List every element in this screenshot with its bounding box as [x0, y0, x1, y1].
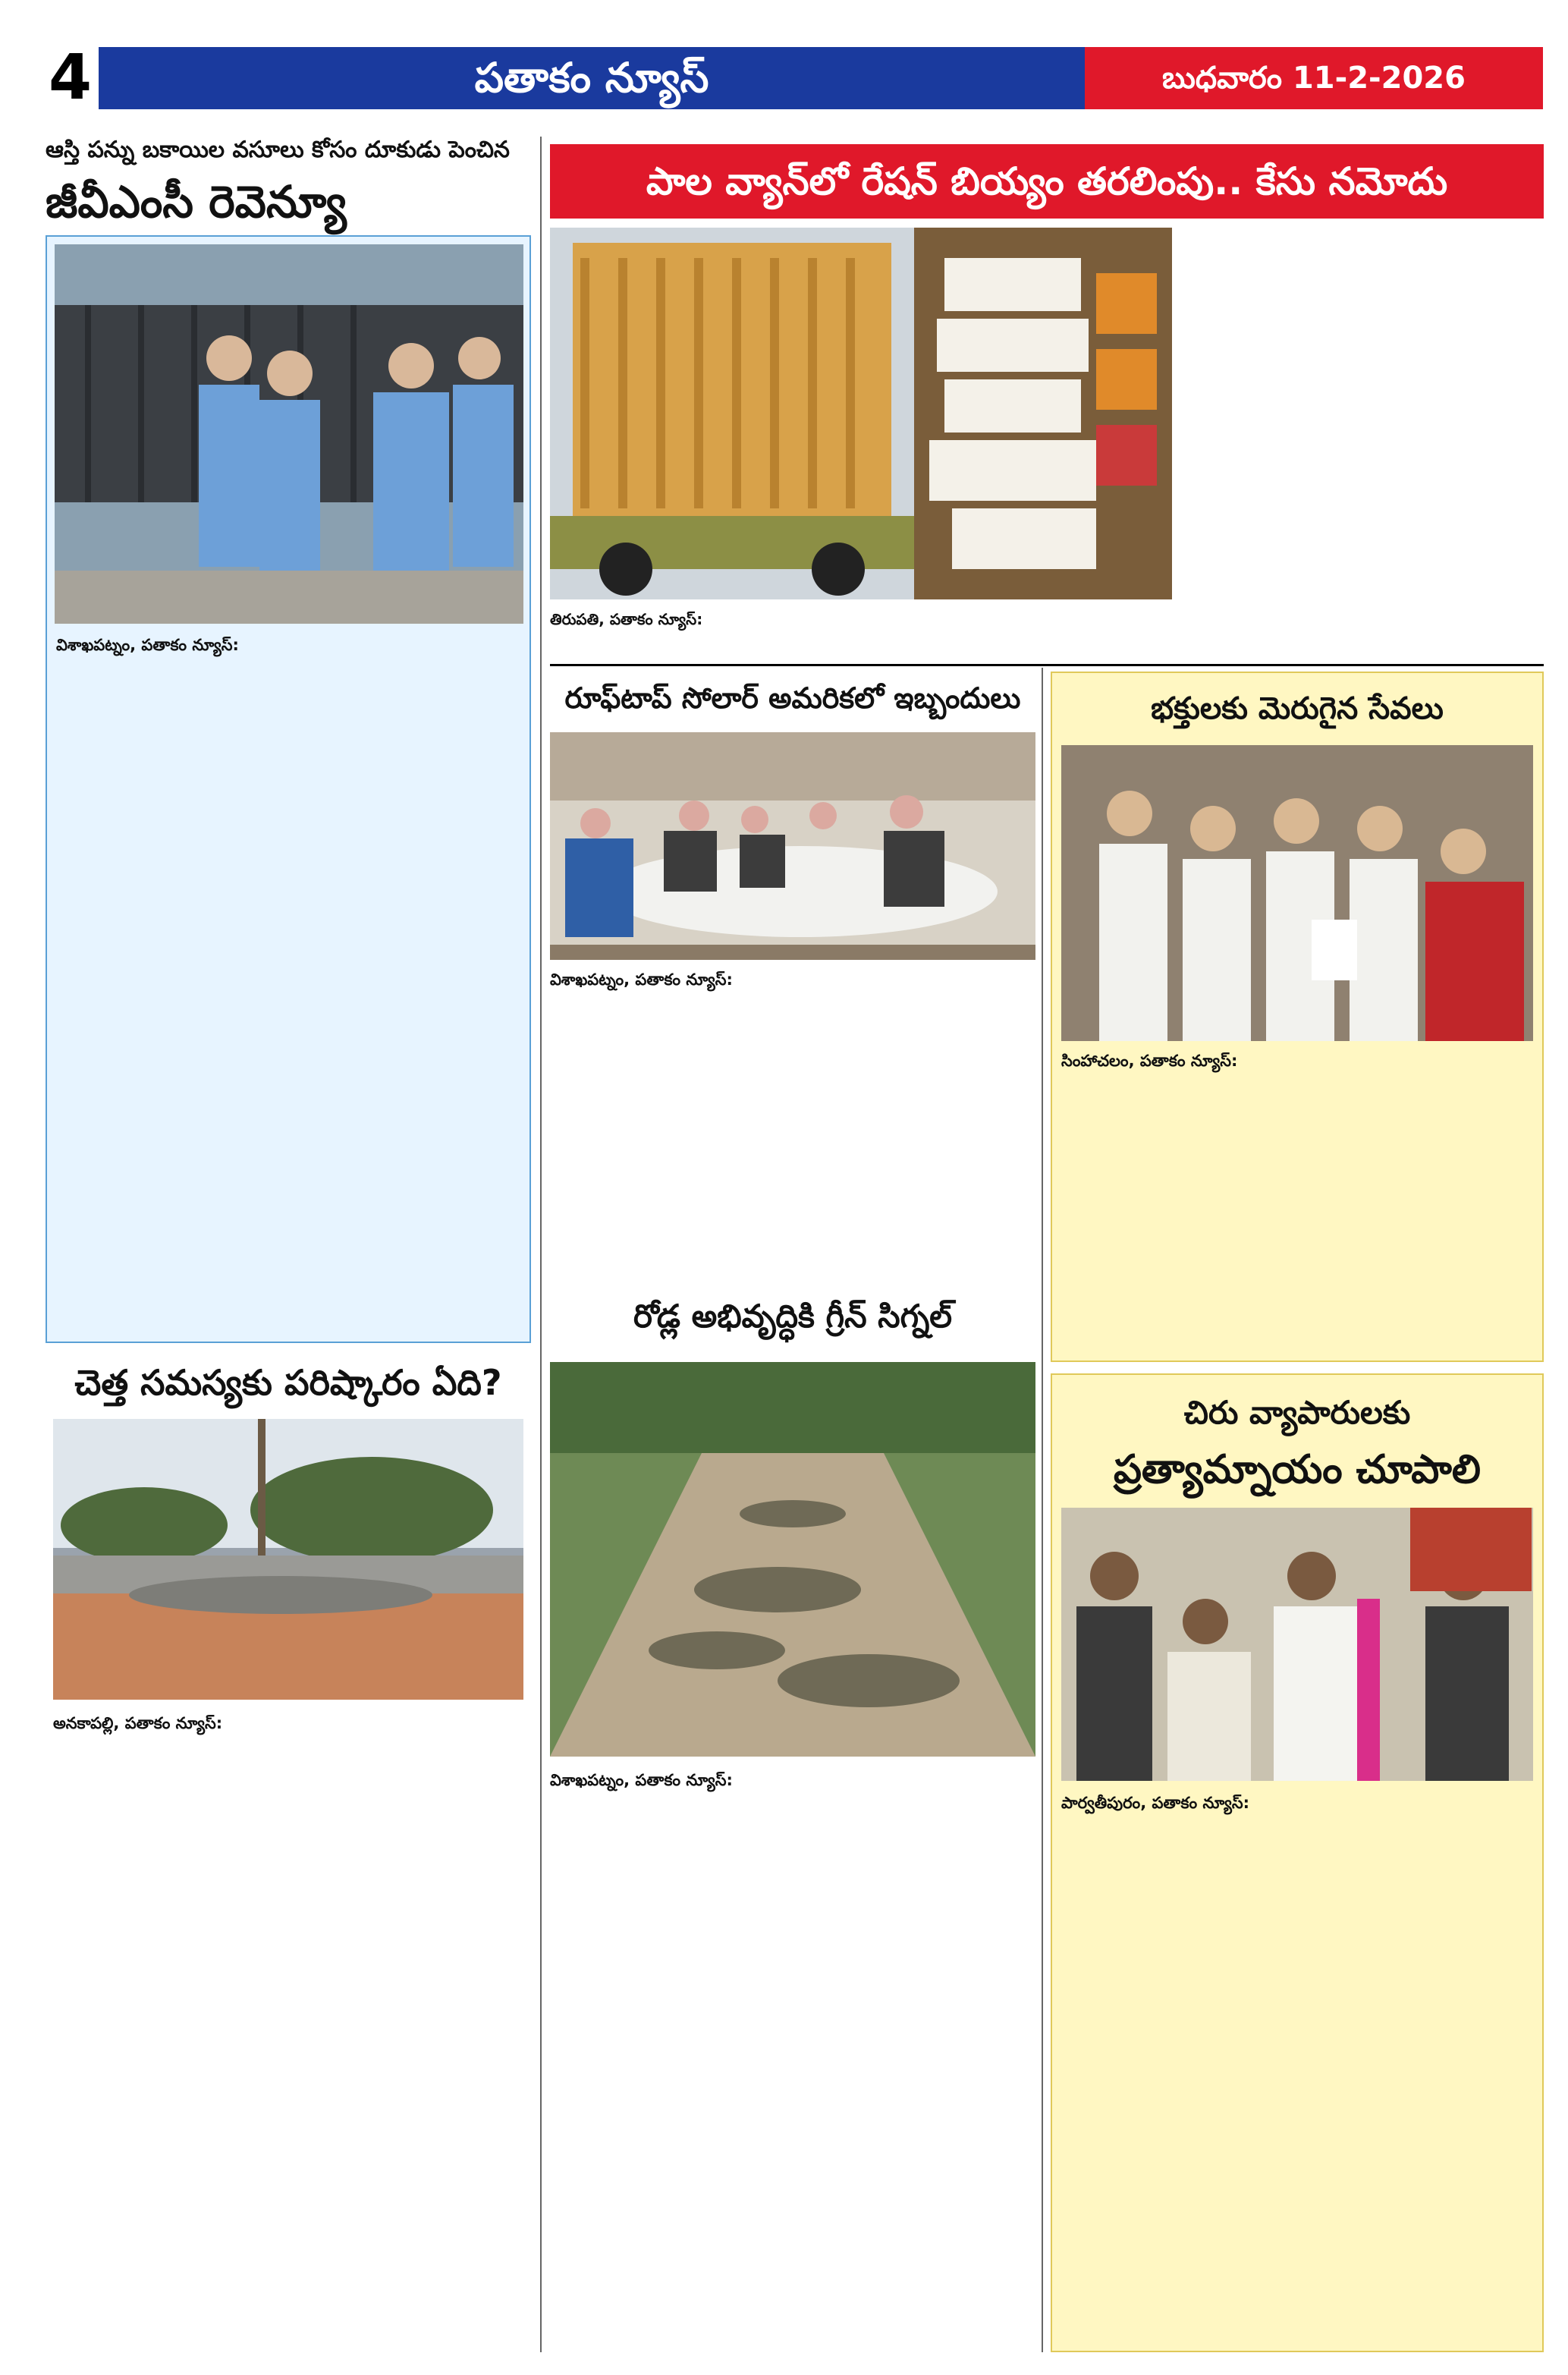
top-story-photo	[550, 228, 1172, 599]
article1-body	[56, 633, 522, 1331]
article1-box	[46, 235, 531, 1343]
column-separator	[1042, 668, 1043, 2352]
article2-dateline: అనకాపల్లి, పతాకం న్యూస్:	[53, 1714, 223, 1732]
article2-headline: చెత్త సమస్యకు పరిష్కారం ఏది?	[74, 1362, 502, 1403]
right-article1-box	[1051, 672, 1544, 1362]
right-article2-box	[1051, 1373, 1544, 2352]
middle-article1-headline: రూఫ్‌టాప్ సోలార్ అమరికలో ఇబ్బందులు	[564, 681, 1021, 715]
article2-photo	[53, 1419, 523, 1700]
top-story-body	[1180, 228, 1544, 660]
right-article2-kicker: చిరు వ్యాపారులకు	[1183, 1394, 1411, 1431]
right-article1-headline: భక్తులకు మెరుగైన సేవలు	[1151, 691, 1444, 726]
article1-photo	[55, 244, 523, 624]
article2-body	[53, 1711, 523, 2348]
divider	[550, 664, 1544, 666]
top-story-dateline: తిరుపతి, పతాకం న్యూస్:	[550, 610, 703, 628]
right-article2-headline: ప్రత్యామ్నాయం చూపాలి	[1113, 1447, 1482, 1493]
right-article2-photo	[1061, 1508, 1533, 1781]
column-separator	[540, 137, 542, 2352]
page-number: 4	[49, 42, 93, 114]
right-article1-photo	[1061, 745, 1533, 1041]
right-article2-dateline: పార్వతీపురం, పతాకం న్యూస్:	[1061, 1794, 1249, 1812]
middle-article2-headline: రోడ్ల అభివృద్ధికి గ్రీన్ సిగ్నల్	[633, 1298, 953, 1335]
article1-kicker: ఆస్తి పన్ను బకాయిల వసూలు కోసం దూకుడు పెంచిన	[46, 137, 510, 163]
top-story-caption	[550, 607, 1172, 660]
right-article2-body	[1061, 1791, 1533, 2345]
middle-article2-body	[550, 1768, 1035, 2352]
middle-article2-dateline: విశాఖపట్నం, పతాకం న్యూస్:	[550, 1771, 733, 1789]
middle-article2-photo	[550, 1362, 1035, 1757]
middle-article1-body	[550, 967, 1035, 1279]
top-story-headline: పాల వ్యాన్‌లో రేషన్ బియ్యం తరలింపు.. కేసు నమోదు	[550, 144, 1544, 219]
middle-article1-photo	[550, 732, 1035, 960]
left-column	[46, 137, 531, 2352]
article1-headline: జీవీఎంసీ రెవెన్యూ	[46, 176, 347, 228]
middle-article1-dateline: విశాఖపట్నం, పతాకం న్యూస్:	[550, 970, 733, 989]
newspaper-masthead: పతాకం న్యూస్	[99, 47, 1085, 109]
right-article1-body	[1061, 1049, 1533, 1352]
right-article1-dateline: సింహాచలం, పతాకం న్యూస్:	[1061, 1052, 1238, 1070]
issue-date: బుధవారం 11-2-2026	[1085, 47, 1543, 109]
article1-dateline: విశాఖపట్నం, పతాకం న్యూస్:	[56, 636, 239, 654]
